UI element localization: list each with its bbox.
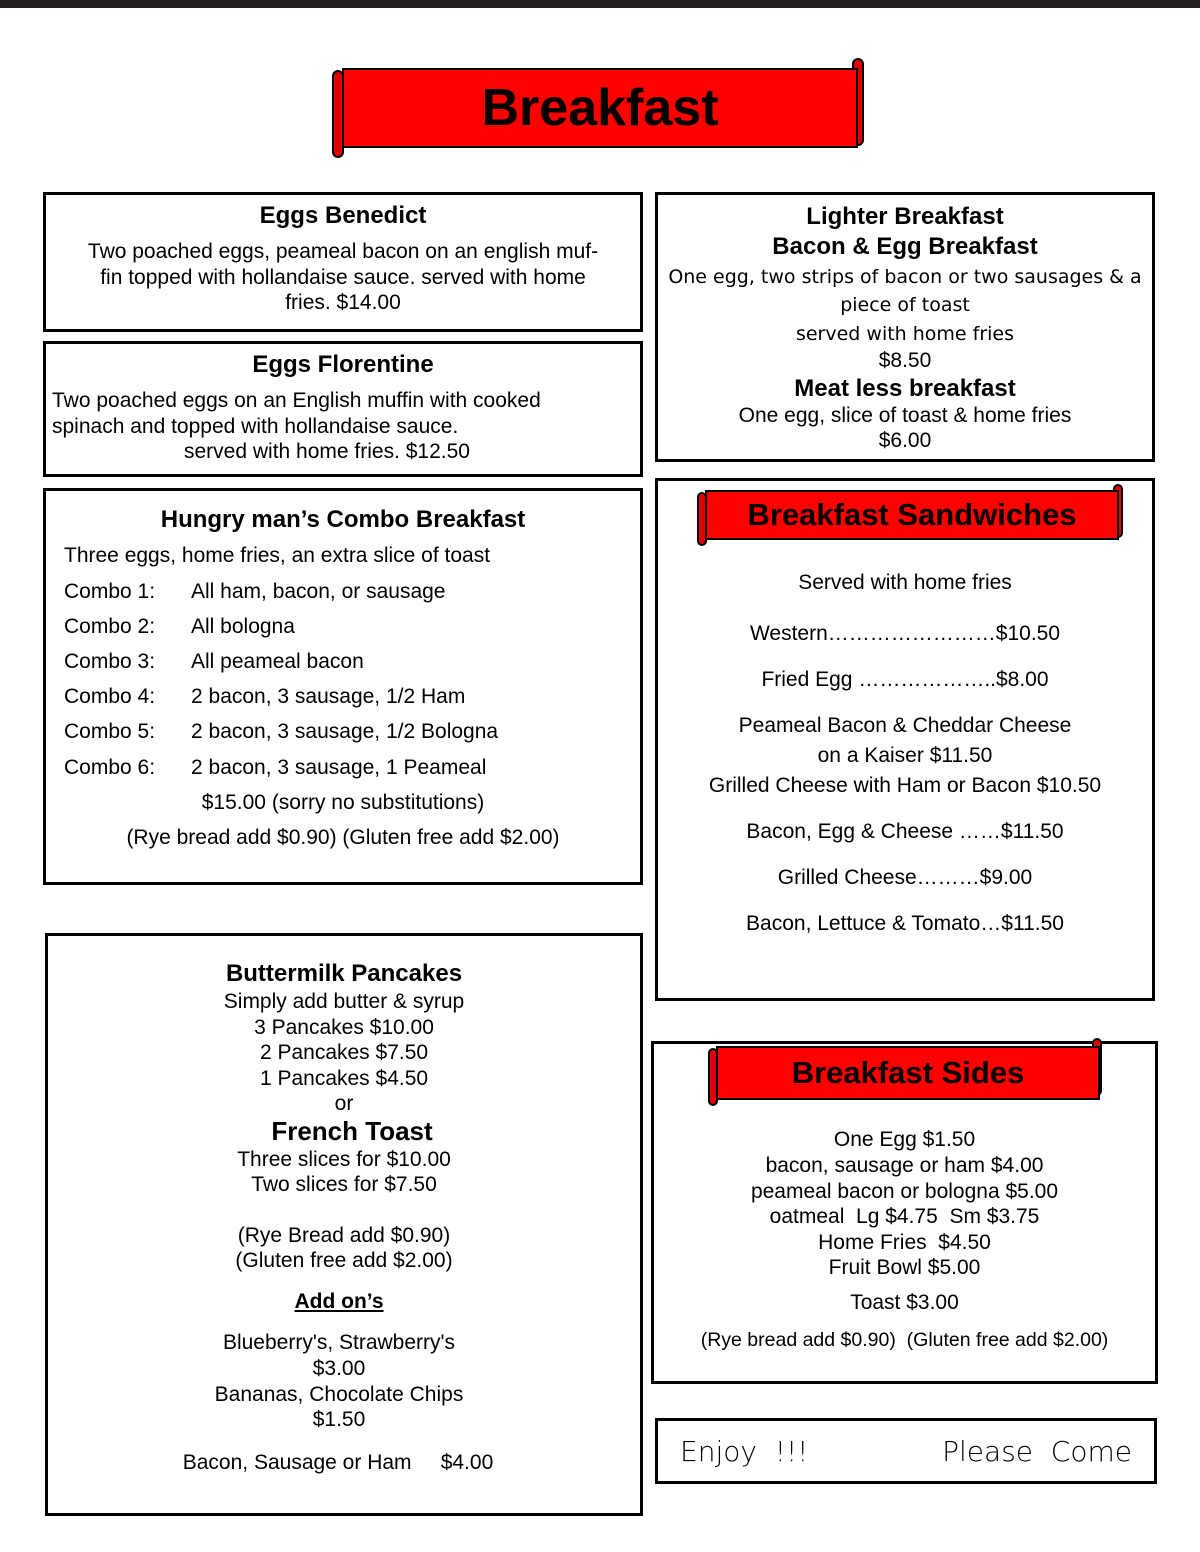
eggs-florentine-desc-1: Two poached eggs on an English muffin with cooked: [52, 389, 541, 412]
title-banner: [330, 56, 870, 160]
eggs-benedict-desc-2: fin topped with hollandaise sauce. served with home: [100, 266, 586, 289]
lighter-desc-2: piece of toast: [840, 294, 970, 316]
sandwiches-box: [655, 478, 1155, 1001]
sandwich-peameal-2: on a Kaiser $11.50: [817, 744, 993, 767]
eggs-benedict-desc-1: Two poached eggs, peameal bacon on an english muf-: [87, 240, 599, 263]
sandwiches-served: Served with home fries: [798, 571, 1012, 594]
eggs-florentine-desc-3: served with home fries. $12.50: [184, 440, 470, 463]
sandwich-fried-egg: Fried Egg ………………..$8.00: [761, 668, 1049, 691]
combo-row: [64, 580, 445, 604]
combo-label: Combo 4:: [64, 685, 156, 708]
eggs-benedict-desc-3: fries. $14.00: [285, 291, 401, 314]
combo-row: [64, 756, 486, 780]
sides-addons: (Rye bread add $0.90) (Gluten free add $2.00): [700, 1329, 1109, 1351]
combo-label: Combo 6:: [64, 756, 156, 779]
hungry-man-box: [43, 488, 643, 885]
combo-label: Combo 5:: [64, 720, 156, 743]
lighter-breakfast-box: [655, 192, 1155, 462]
bacon-egg-title: Bacon & Egg Breakfast: [772, 233, 1038, 260]
lighter-title: Lighter Breakfast: [806, 203, 1004, 230]
eggs-benedict-box: [43, 192, 643, 332]
addon-bananas: Bananas, Chocolate Chips: [214, 1383, 464, 1406]
hungry-man-title: Hungry man’s Combo Breakfast: [160, 506, 526, 533]
pancakes-2: 2 Pancakes $7.50: [259, 1041, 429, 1064]
lighter-desc-3: served with home fries: [795, 323, 1015, 345]
footer-enjoy: Enjoy !!!: [680, 1435, 809, 1468]
top-border-bar: [0, 0, 1200, 8]
addons-title: Add on’s: [294, 1290, 384, 1313]
sandwich-bec: Bacon, Egg & Cheese ……$11.50: [746, 820, 1064, 843]
pancakes-gluten: (Gluten free add $2.00): [235, 1249, 453, 1272]
side-oatmeal: oatmeal Lg $4.75 Sm $3.75: [769, 1205, 1040, 1228]
french-toast-3: Three slices for $10.00: [237, 1148, 451, 1171]
footer-please-come: Please Come: [942, 1435, 1132, 1468]
combo-label: Combo 3:: [64, 650, 156, 673]
sandwiches-banner-label: Breakfast Sandwiches: [747, 497, 1077, 532]
pancakes-box: [45, 933, 643, 1516]
meatless-price: $6.00: [878, 429, 932, 452]
pancakes-3: 3 Pancakes $10.00: [254, 1016, 434, 1039]
hungry-man-price: $15.00 (sorry no substitutions): [201, 791, 485, 814]
combo-text: 2 bacon, 3 sausage, 1/2 Bologna: [191, 720, 499, 743]
french-toast-title: French Toast: [271, 1116, 433, 1146]
meatless-title: Meat less breakfast: [794, 375, 1016, 402]
side-fruit: Fruit Bowl $5.00: [828, 1256, 981, 1279]
page-title: Breakfast: [481, 79, 719, 137]
combo-text: All peameal bacon: [191, 650, 364, 673]
sides-banner: [706, 1038, 1104, 1108]
combo-text: All ham, bacon, or sausage: [191, 580, 446, 603]
side-egg: One Egg $1.50: [833, 1128, 976, 1151]
sandwich-western: Western……………………$10.50: [749, 622, 1061, 645]
sandwich-blt: Bacon, Lettuce & Tomato…$11.50: [746, 912, 1064, 935]
side-fries: Home Fries $4.50: [818, 1231, 991, 1254]
combo-row: [64, 650, 364, 674]
side-toast: Toast $3.00: [850, 1291, 959, 1314]
hungry-man-intro: Three eggs, home fries, an extra slice of toast: [64, 544, 491, 567]
addon-meat: Bacon, Sausage or Ham $4.00: [182, 1451, 494, 1474]
hungry-man-addons: (Rye bread add $0.90) (Gluten free add $2.00): [126, 826, 560, 849]
meatless-desc: One egg, slice of toast & home fries: [738, 404, 1072, 427]
sandwich-grilled-ham: Grilled Cheese with Ham or Bacon $10.50: [708, 774, 1102, 797]
combo-row: [64, 685, 465, 709]
combo-label: Combo 1:: [64, 580, 156, 603]
eggs-florentine-title: Eggs Florentine: [252, 351, 434, 378]
sandwich-peameal-1: Peameal Bacon & Cheddar Cheese: [738, 714, 1072, 737]
combo-text: All bologna: [191, 615, 295, 638]
addon-berries: Blueberry's, Strawberry's: [222, 1331, 456, 1354]
french-toast-2: Two slices for $7.50: [251, 1173, 437, 1196]
combo-row: [64, 615, 295, 639]
sandwiches-banner: [695, 484, 1125, 546]
pancakes-subtitle: Simply add butter & syrup: [223, 990, 465, 1013]
addon-berries-price: $3.00: [312, 1357, 366, 1380]
sandwich-grilled: Grilled Cheese………$9.00: [777, 866, 1033, 889]
lighter-price: $8.50: [878, 349, 932, 372]
combo-row: [64, 720, 498, 744]
combo-label: Combo 2:: [64, 615, 156, 638]
combo-text: 2 bacon, 3 sausage, 1 Peameal: [191, 756, 487, 779]
side-meat: bacon, sausage or ham $4.00: [765, 1154, 1044, 1177]
pancakes-rye: (Rye Bread add $0.90): [237, 1224, 451, 1247]
pancakes-or: or: [334, 1092, 354, 1115]
addon-bananas-price: $1.50: [312, 1408, 366, 1431]
sides-banner-label: Breakfast Sides: [791, 1055, 1025, 1090]
pancakes-title: Buttermilk Pancakes: [225, 960, 463, 987]
eggs-florentine-desc-2: spinach and topped with hollandaise sauce.: [52, 415, 459, 438]
side-peameal: peameal bacon or bologna $5.00: [750, 1180, 1059, 1203]
sides-box: [651, 1041, 1158, 1384]
eggs-benedict-title: Eggs Benedict: [259, 202, 427, 229]
lighter-desc-1: One egg, two strips of bacon or two sausages & a: [668, 266, 1142, 288]
combo-text: 2 bacon, 3 sausage, 1/2 Ham: [191, 685, 466, 708]
footer-box: [655, 1418, 1157, 1484]
eggs-florentine-box: [43, 341, 643, 477]
pancakes-1: 1 Pancakes $4.50: [259, 1067, 429, 1090]
